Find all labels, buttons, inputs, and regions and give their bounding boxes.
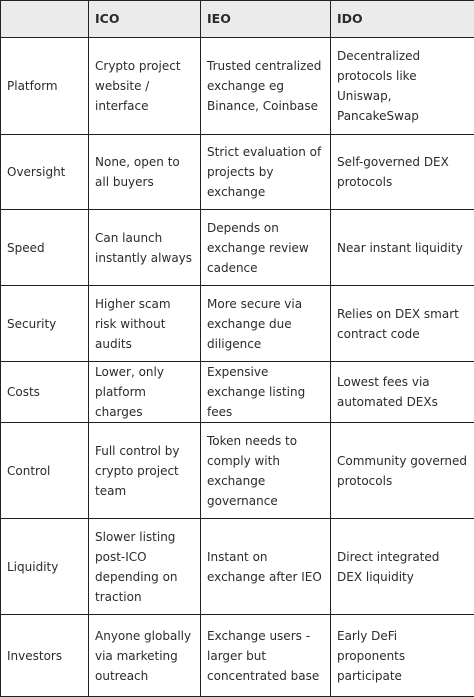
- ido-cell: Early DeFi proponents participate: [331, 615, 474, 697]
- ieo-cell: Instant on exchange after IEO: [201, 519, 331, 615]
- header-cell-ieo: IEO: [201, 1, 331, 38]
- row-label: Platform: [1, 38, 89, 135]
- row-label: Oversight: [1, 135, 89, 210]
- ieo-cell: More secure via exchange due diligence: [201, 286, 331, 362]
- ido-cell: Direct integrated DEX liquidity: [331, 519, 474, 615]
- header-cell-empty: [1, 1, 89, 38]
- ieo-cell: Exchange users - larger but concentrated base: [201, 615, 331, 697]
- ido-cell: Lowest fees via automated DEXs: [331, 362, 474, 423]
- table-body: [1, 38, 474, 697]
- ico-cell: Full control by crypto project team: [89, 423, 201, 519]
- ieo-cell: Expensive exchange listing fees: [201, 362, 331, 423]
- ieo-cell: Trusted centralized exchange eg Binance, Coinbase: [201, 38, 331, 135]
- ico-cell: None, open to all buyers: [89, 135, 201, 210]
- ido-cell: Relies on DEX smart contract code: [331, 286, 474, 362]
- row-label: Control: [1, 423, 89, 519]
- row-label: Costs: [1, 362, 89, 423]
- table-row: [1, 615, 474, 697]
- ico-cell: Lower, only platform charges: [89, 362, 201, 423]
- table-row: [1, 286, 474, 362]
- header-row: [1, 1, 474, 38]
- row-label: Investors: [1, 615, 89, 697]
- row-label: Liquidity: [1, 519, 89, 615]
- row-label: Speed: [1, 210, 89, 286]
- ico-cell: Anyone globally via marketing outreach: [89, 615, 201, 697]
- table-row: [1, 210, 474, 286]
- ico-cell: Crypto project website / interface: [89, 38, 201, 135]
- table-row: [1, 362, 474, 423]
- table-row: [1, 519, 474, 615]
- ieo-cell: Depends on exchange review cadence: [201, 210, 331, 286]
- ico-cell: Slower listing post-ICO depending on traction: [89, 519, 201, 615]
- table-row: [1, 135, 474, 210]
- ido-cell: Community governed protocols: [331, 423, 474, 519]
- ico-cell: Can launch instantly always: [89, 210, 201, 286]
- row-label: Security: [1, 286, 89, 362]
- table-row: [1, 38, 474, 135]
- ieo-cell: Token needs to comply with exchange governance: [201, 423, 331, 519]
- header-cell-ico: ICO: [89, 1, 201, 38]
- ido-cell: Self-governed DEX protocols: [331, 135, 474, 210]
- ieo-cell: Strict evaluation of projects by exchange: [201, 135, 331, 210]
- ido-cell: Near instant liquidity: [331, 210, 474, 286]
- table-header: [1, 1, 474, 38]
- ido-cell: Decentralized protocols like Uniswap, PancakeSwap: [331, 38, 474, 135]
- header-cell-ido: IDO: [331, 1, 474, 38]
- ico-cell: Higher scam risk without audits: [89, 286, 201, 362]
- table-row: [1, 423, 474, 519]
